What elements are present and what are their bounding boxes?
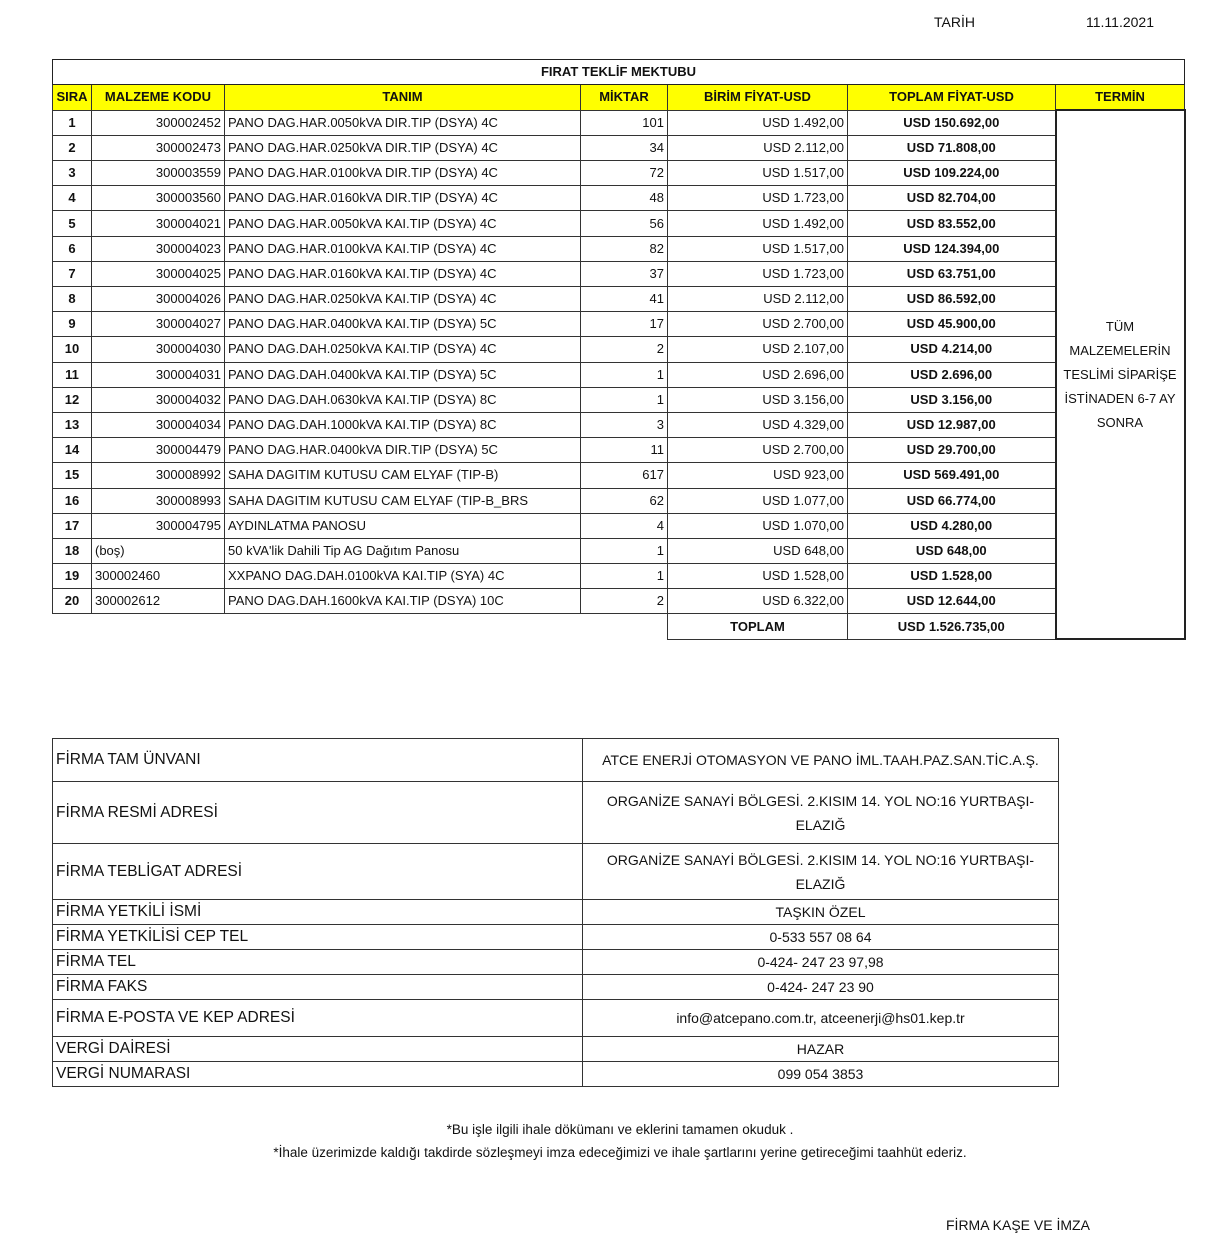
termin-cell: [1056, 110, 1185, 639]
company-info-label: FİRMA RESMİ ADRESİ: [53, 782, 583, 844]
cell-miktar: 37: [581, 261, 668, 286]
cell-toplam-fiyat: USD 45.900,00: [848, 312, 1056, 337]
cell-tanim: PANO DAG.DAH.0250kVA KAI.TIP (DSYA) 4C: [225, 337, 581, 362]
company-info-label: VERGİ DAİRESİ: [53, 1037, 583, 1062]
cell-tanim: PANO DAG.HAR.0250kVA KAI.TIP (DSYA) 4C: [225, 287, 581, 312]
cell-miktar: 62: [581, 488, 668, 513]
cell-malzeme-kodu: 300004030: [92, 337, 225, 362]
company-info-row: [53, 950, 1059, 975]
cell-toplam-fiyat: USD 12.644,00: [848, 589, 1056, 614]
cell-malzeme-kodu: 300004031: [92, 362, 225, 387]
cell-sira: 19: [53, 564, 92, 589]
date-label: TARİH: [934, 14, 975, 30]
termin-line: İSTİNADEN 6-7 AY: [1064, 390, 1176, 406]
cell-miktar: 72: [581, 161, 668, 186]
cell-sira: 16: [53, 488, 92, 513]
company-info-row: [53, 925, 1059, 950]
company-info-value: ORGANİZE SANAYİ BÖLGESİ. 2.KISIM 14. YOL NO:16 YURTBAŞI-ELAZIĞ: [583, 782, 1059, 844]
cell-tanim: PANO DAG.HAR.0160kVA DIR.TIP (DSYA) 4C: [225, 186, 581, 211]
cell-miktar: 11: [581, 438, 668, 463]
cell-sira: 7: [53, 261, 92, 286]
cell-miktar: 617: [581, 463, 668, 488]
cell-sira: 11: [53, 362, 92, 387]
cell-malzeme-kodu: (boş): [92, 538, 225, 563]
cell-toplam-fiyat: USD 569.491,00: [848, 463, 1056, 488]
cell-birim-fiyat: USD 2.112,00: [668, 287, 848, 312]
company-info-row: [53, 844, 1059, 900]
table-row: [53, 261, 1185, 286]
table-row: [53, 438, 1185, 463]
cell-malzeme-kodu: 300008993: [92, 488, 225, 513]
cell-sira: 17: [53, 513, 92, 538]
company-info-label: FİRMA YETKİLİSİ CEP TEL: [53, 925, 583, 950]
cell-malzeme-kodu: 300004021: [92, 211, 225, 236]
cell-toplam-fiyat: USD 82.704,00: [848, 186, 1056, 211]
total-value: USD 1.526.735,00: [848, 614, 1056, 639]
cell-tanim: 50 kVA'lik Dahili Tip AG Dağıtım Panosu: [225, 538, 581, 563]
cell-malzeme-kodu: 300004795: [92, 513, 225, 538]
company-info-value: HAZAR: [583, 1037, 1059, 1062]
company-info-row: [53, 900, 1059, 925]
col-header-miktar: MİKTAR: [581, 85, 668, 111]
table-row: [53, 287, 1185, 312]
cell-malzeme-kodu: 300002612: [92, 589, 225, 614]
company-info-value: info@atcepano.com.tr, atceenerji@hs01.kep.tr: [583, 1000, 1059, 1037]
cell-malzeme-kodu: 300003559: [92, 161, 225, 186]
table-row: [53, 488, 1185, 513]
company-info-row: [53, 975, 1059, 1000]
company-info-label: FİRMA TAM ÜNVANI: [53, 739, 583, 782]
col-header-malzeme-kodu: MALZEME KODU: [92, 85, 225, 111]
cell-toplam-fiyat: USD 71.808,00: [848, 135, 1056, 160]
table-row: [53, 135, 1185, 160]
cell-malzeme-kodu: 300004027: [92, 312, 225, 337]
cell-toplam-fiyat: USD 83.552,00: [848, 211, 1056, 236]
total-row-spacer: [53, 614, 668, 639]
cell-birim-fiyat: USD 1.517,00: [668, 161, 848, 186]
cell-tanim: PANO DAG.HAR.0100kVA DIR.TIP (DSYA) 4C: [225, 161, 581, 186]
cell-sira: 4: [53, 186, 92, 211]
cell-tanim: PANO DAG.HAR.0050kVA DIR.TIP (DSYA) 4C: [225, 110, 581, 135]
cell-malzeme-kodu: 300004026: [92, 287, 225, 312]
col-header-sira: SIRA: [53, 85, 92, 111]
cell-malzeme-kodu: 300008992: [92, 463, 225, 488]
company-info-row: [53, 1000, 1059, 1037]
cell-sira: 10: [53, 337, 92, 362]
cell-toplam-fiyat: USD 109.224,00: [848, 161, 1056, 186]
cell-tanim: PANO DAG.DAH.1000kVA KAI.TIP (DSYA) 8C: [225, 412, 581, 437]
table-row: [53, 236, 1185, 261]
total-label: TOPLAM: [668, 614, 848, 639]
cell-malzeme-kodu: 300003560: [92, 186, 225, 211]
termin-line: SONRA: [1096, 414, 1144, 430]
cell-sira: 8: [53, 287, 92, 312]
table-row: [53, 564, 1185, 589]
cell-miktar: 2: [581, 337, 668, 362]
company-info-value: TAŞKIN ÖZEL: [583, 900, 1059, 925]
cell-sira: 5: [53, 211, 92, 236]
cell-sira: 18: [53, 538, 92, 563]
cell-birim-fiyat: USD 1.528,00: [668, 564, 848, 589]
cell-miktar: 1: [581, 387, 668, 412]
company-info-row: [53, 782, 1059, 844]
cell-malzeme-kodu: 300002460: [92, 564, 225, 589]
company-info-value: 0-533 557 08 64: [583, 925, 1059, 950]
cell-toplam-fiyat: USD 4.280,00: [848, 513, 1056, 538]
company-info-value: 0-424- 247 23 97,98: [583, 950, 1059, 975]
signature-label: FİRMA KAŞE VE İMZA: [946, 1217, 1090, 1233]
cell-miktar: 48: [581, 186, 668, 211]
total-row: [53, 614, 1185, 639]
cell-miktar: 2: [581, 589, 668, 614]
table-row: [53, 362, 1185, 387]
termin-line: TÜM: [1105, 318, 1135, 334]
offer-title: FIRAT TEKLİF MEKTUBU: [53, 60, 1185, 85]
offer-table: [52, 59, 1186, 640]
cell-miktar: 3: [581, 412, 668, 437]
cell-birim-fiyat: USD 1.070,00: [668, 513, 848, 538]
cell-birim-fiyat: USD 648,00: [668, 538, 848, 563]
cell-birim-fiyat: USD 2.700,00: [668, 438, 848, 463]
table-row: [53, 387, 1185, 412]
cell-miktar: 34: [581, 135, 668, 160]
table-row: [53, 337, 1185, 362]
table-row: [53, 211, 1185, 236]
company-info-row: [53, 1037, 1059, 1062]
cell-birim-fiyat: USD 1.723,00: [668, 186, 848, 211]
company-info-value: ORGANİZE SANAYİ BÖLGESİ. 2.KISIM 14. YOL NO:16 YURTBAŞI-ELAZIĞ: [583, 844, 1059, 900]
cell-birim-fiyat: USD 1.492,00: [668, 110, 848, 135]
cell-birim-fiyat: USD 2.112,00: [668, 135, 848, 160]
cell-miktar: 101: [581, 110, 668, 135]
cell-toplam-fiyat: USD 1.528,00: [848, 564, 1056, 589]
company-info-label: FİRMA TEBLİGAT ADRESİ: [53, 844, 583, 900]
company-info-value: 0-424- 247 23 90: [583, 975, 1059, 1000]
cell-tanim: PANO DAG.DAH.0400kVA KAI.TIP (DSYA) 5C: [225, 362, 581, 387]
cell-tanim: SAHA DAGITIM KUTUSU CAM ELYAF (TIP-B): [225, 463, 581, 488]
cell-birim-fiyat: USD 2.696,00: [668, 362, 848, 387]
table-row: [53, 513, 1185, 538]
cell-birim-fiyat: USD 4.329,00: [668, 412, 848, 437]
termin-line: TESLİMİ SİPARİŞE: [1063, 366, 1177, 382]
termin-line: MALZEMELERİN: [1069, 342, 1171, 358]
cell-miktar: 1: [581, 564, 668, 589]
company-info-value: 099 054 3853: [583, 1062, 1059, 1087]
cell-miktar: 4: [581, 513, 668, 538]
company-info-label: VERGİ NUMARASI: [53, 1062, 583, 1087]
table-row: [53, 110, 1185, 135]
table-row: [53, 161, 1185, 186]
table-row: [53, 412, 1185, 437]
cell-miktar: 41: [581, 287, 668, 312]
cell-sira: 13: [53, 412, 92, 437]
cell-birim-fiyat: USD 6.322,00: [668, 589, 848, 614]
date-value: 11.11.2021: [1086, 14, 1154, 30]
company-info-label: FİRMA FAKS: [53, 975, 583, 1000]
company-info-table: [52, 738, 1059, 1087]
table-row: [53, 312, 1185, 337]
cell-tanim: XXPANO DAG.DAH.0100kVA KAI.TIP (SYA) 4C: [225, 564, 581, 589]
cell-toplam-fiyat: USD 150.692,00: [848, 110, 1056, 135]
cell-birim-fiyat: USD 1.492,00: [668, 211, 848, 236]
cell-miktar: 17: [581, 312, 668, 337]
cell-sira: 12: [53, 387, 92, 412]
table-row: [53, 538, 1185, 563]
cell-birim-fiyat: USD 923,00: [668, 463, 848, 488]
cell-malzeme-kodu: 300004023: [92, 236, 225, 261]
cell-malzeme-kodu: 300004032: [92, 387, 225, 412]
cell-tanim: SAHA DAGITIM KUTUSU CAM ELYAF (TIP-B_BRS: [225, 488, 581, 513]
cell-malzeme-kodu: 300004025: [92, 261, 225, 286]
company-info-row: [53, 739, 1059, 782]
col-header-tanim: TANIM: [225, 85, 581, 111]
table-row: [53, 463, 1185, 488]
cell-toplam-fiyat: USD 86.592,00: [848, 287, 1056, 312]
note-line-2: *İhale üzerimizde kaldığı takdirde sözleşmeyi imza edeceğimizi ve ihale şartlarını yerine getireceğimi taahhüt ederiz.: [273, 1145, 967, 1160]
cell-miktar: 1: [581, 538, 668, 563]
company-info-row: [53, 1062, 1059, 1087]
cell-birim-fiyat: USD 2.107,00: [668, 337, 848, 362]
cell-miktar: 82: [581, 236, 668, 261]
cell-malzeme-kodu: 300004034: [92, 412, 225, 437]
cell-birim-fiyat: USD 2.700,00: [668, 312, 848, 337]
cell-toplam-fiyat: USD 12.987,00: [848, 412, 1056, 437]
cell-miktar: 56: [581, 211, 668, 236]
col-header-birim-fiyat: BİRİM FİYAT-USD: [668, 85, 848, 111]
cell-sira: 14: [53, 438, 92, 463]
col-header-toplam-fiyat: TOPLAM FİYAT-USD: [848, 85, 1056, 111]
company-info-label: FİRMA YETKİLİ İSMİ: [53, 900, 583, 925]
cell-malzeme-kodu: 300004479: [92, 438, 225, 463]
cell-birim-fiyat: USD 3.156,00: [668, 387, 848, 412]
cell-miktar: 1: [581, 362, 668, 387]
table-row: [53, 589, 1185, 614]
cell-birim-fiyat: USD 1.723,00: [668, 261, 848, 286]
cell-tanim: PANO DAG.HAR.0400kVA KAI.TIP (DSYA) 5C: [225, 312, 581, 337]
cell-sira: 6: [53, 236, 92, 261]
company-info-label: FİRMA TEL: [53, 950, 583, 975]
col-header-termin: TERMİN: [1056, 85, 1185, 111]
company-info-value: ATCE ENERJİ OTOMASYON VE PANO İML.TAAH.PAZ.SAN.TİC.A.Ş.: [583, 739, 1059, 782]
cell-toplam-fiyat: USD 29.700,00: [848, 438, 1056, 463]
cell-tanim: PANO DAG.HAR.0100kVA KAI.TIP (DSYA) 4C: [225, 236, 581, 261]
cell-sira: 15: [53, 463, 92, 488]
cell-toplam-fiyat: USD 648,00: [848, 538, 1056, 563]
cell-sira: 20: [53, 589, 92, 614]
cell-toplam-fiyat: USD 2.696,00: [848, 362, 1056, 387]
cell-sira: 9: [53, 312, 92, 337]
cell-toplam-fiyat: USD 3.156,00: [848, 387, 1056, 412]
cell-tanim: PANO DAG.DAH.1600kVA KAI.TIP (DSYA) 10C: [225, 589, 581, 614]
cell-tanim: PANO DAG.HAR.0250kVA DIR.TIP (DSYA) 4C: [225, 135, 581, 160]
table-row: [53, 186, 1185, 211]
cell-tanim: PANO DAG.DAH.0630kVA KAI.TIP (DSYA) 8C: [225, 387, 581, 412]
cell-malzeme-kodu: 300002473: [92, 135, 225, 160]
cell-tanim: AYDINLATMA PANOSU: [225, 513, 581, 538]
cell-toplam-fiyat: USD 4.214,00: [848, 337, 1056, 362]
cell-birim-fiyat: USD 1.517,00: [668, 236, 848, 261]
cell-sira: 3: [53, 161, 92, 186]
cell-sira: 1: [53, 110, 92, 135]
cell-sira: 2: [53, 135, 92, 160]
company-info-label: FİRMA E-POSTA VE KEP ADRESİ: [53, 1000, 583, 1037]
cell-tanim: PANO DAG.HAR.0400kVA DIR.TIP (DSYA) 5C: [225, 438, 581, 463]
cell-tanim: PANO DAG.HAR.0160kVA KAI.TIP (DSYA) 4C: [225, 261, 581, 286]
cell-birim-fiyat: USD 1.077,00: [668, 488, 848, 513]
cell-toplam-fiyat: USD 66.774,00: [848, 488, 1056, 513]
cell-toplam-fiyat: USD 63.751,00: [848, 261, 1056, 286]
cell-toplam-fiyat: USD 124.394,00: [848, 236, 1056, 261]
note-line-1: *Bu işle ilgili ihale dökümanı ve eklerini tamamen okuduk .: [446, 1122, 794, 1137]
cell-tanim: PANO DAG.HAR.0050kVA KAI.TIP (DSYA) 4C: [225, 211, 581, 236]
cell-malzeme-kodu: 300002452: [92, 110, 225, 135]
